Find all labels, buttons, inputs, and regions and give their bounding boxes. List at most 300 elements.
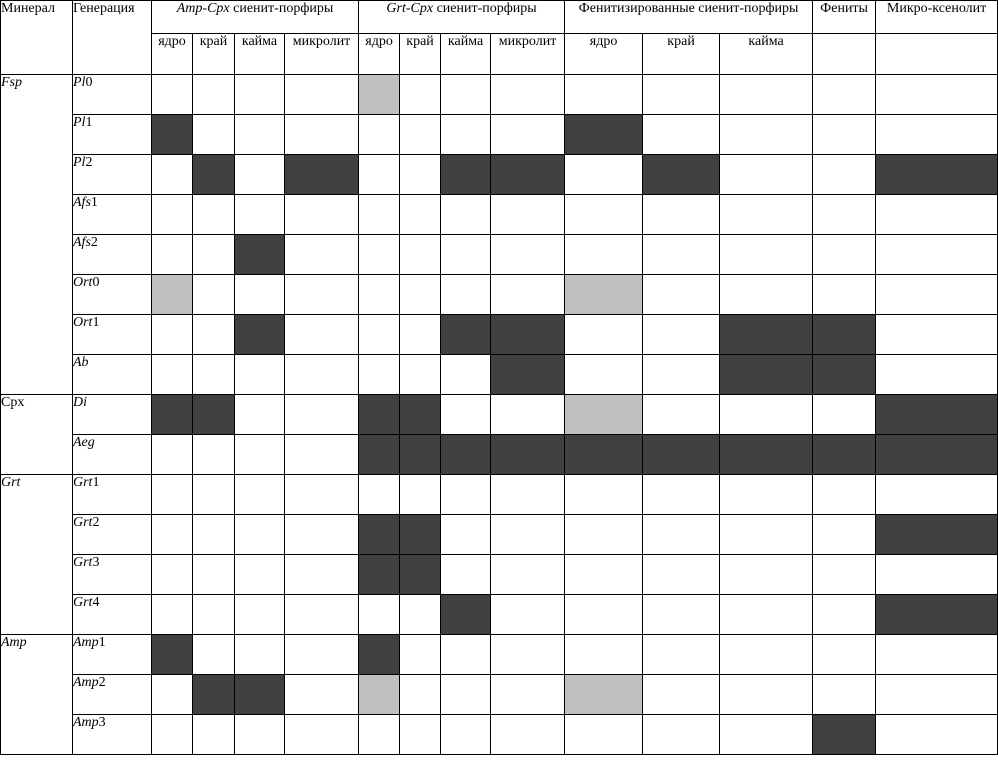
presence-cell-empty (491, 715, 565, 755)
header-group-text: Фенитизированные сиенит-порфиры (578, 1, 799, 16)
presence-cell-empty (400, 475, 441, 515)
presence-cell-empty (491, 275, 565, 315)
header-row-groups (1, 1, 998, 34)
presence-cell-empty (643, 635, 720, 675)
presence-cell-empty (491, 635, 565, 675)
presence-cell-empty (565, 235, 643, 275)
presence-cell-empty (720, 195, 813, 235)
generation-label (73, 635, 152, 675)
presence-cell-light (565, 275, 643, 315)
presence-cell-empty (720, 275, 813, 315)
mineral-name: Cpx (1, 395, 73, 475)
presence-cell-empty (359, 355, 400, 395)
table-row (1, 595, 998, 635)
table-row (1, 475, 998, 515)
table-row (1, 155, 998, 195)
presence-cell-empty (565, 595, 643, 635)
presence-cell-empty (565, 715, 643, 755)
presence-cell-dark (491, 435, 565, 475)
presence-cell-empty (400, 315, 441, 355)
presence-cell-empty (152, 715, 193, 755)
presence-cell-empty (152, 475, 193, 515)
presence-cell-dark (400, 555, 441, 595)
presence-cell-empty (193, 115, 235, 155)
presence-cell-empty (400, 675, 441, 715)
header-group-text: Фениты (820, 1, 868, 16)
table-row (1, 515, 998, 555)
presence-cell-empty (643, 475, 720, 515)
presence-cell-empty (491, 195, 565, 235)
generation-italic: Afs (73, 235, 91, 250)
presence-cell-empty (152, 195, 193, 235)
presence-cell-empty (285, 475, 359, 515)
presence-cell-dark (400, 515, 441, 555)
header-subcolumn-4: ядро (359, 34, 400, 75)
presence-cell-empty (813, 675, 876, 715)
presence-cell-empty (876, 675, 998, 715)
table-row (1, 275, 998, 315)
header-subcolumn-10: кайма (720, 34, 813, 75)
presence-cell-dark (193, 155, 235, 195)
presence-cell-empty (235, 195, 285, 235)
presence-cell-empty (193, 235, 235, 275)
presence-cell-empty (491, 675, 565, 715)
presence-cell-empty (400, 195, 441, 235)
presence-cell-dark (643, 155, 720, 195)
presence-cell-empty (491, 395, 565, 435)
generation-number: 1 (90, 195, 98, 210)
presence-cell-empty (193, 195, 235, 235)
generation-number: 0 (92, 275, 100, 290)
generation-number: 2 (85, 155, 93, 170)
presence-cell-empty (193, 555, 235, 595)
presence-cell-empty (441, 715, 491, 755)
presence-cell-empty (876, 635, 998, 675)
generation-italic: Grt (73, 595, 93, 610)
presence-cell-empty (565, 635, 643, 675)
presence-cell-empty (285, 195, 359, 235)
presence-cell-empty (565, 555, 643, 595)
presence-cell-empty (491, 555, 565, 595)
header-subcolumn-7: микролит (491, 34, 565, 75)
presence-cell-empty (441, 475, 491, 515)
presence-cell-dark (720, 315, 813, 355)
presence-cell-empty (235, 395, 285, 435)
generation-number: 2 (90, 235, 98, 250)
presence-cell-empty (285, 635, 359, 675)
presence-cell-dark (813, 715, 876, 755)
table-row (1, 395, 998, 435)
generation-label (73, 155, 152, 195)
presence-cell-empty (813, 115, 876, 155)
table-body (1, 75, 998, 755)
presence-cell-empty (193, 595, 235, 635)
presence-cell-light (565, 395, 643, 435)
presence-cell-empty (359, 595, 400, 635)
presence-cell-empty (876, 355, 998, 395)
table-row (1, 195, 998, 235)
presence-cell-empty (565, 75, 643, 115)
presence-cell-empty (400, 715, 441, 755)
generation-label (73, 595, 152, 635)
table-row (1, 555, 998, 595)
presence-cell-empty (876, 555, 998, 595)
generation-italic: Amp (73, 675, 99, 690)
presence-cell-empty (285, 315, 359, 355)
presence-cell-empty (491, 595, 565, 635)
generation-label (73, 275, 152, 315)
presence-cell-empty (876, 715, 998, 755)
presence-cell-empty (720, 475, 813, 515)
header-subcolumn-6: кайма (441, 34, 491, 75)
presence-cell-empty (643, 675, 720, 715)
generation-label (73, 235, 152, 275)
presence-cell-empty (400, 155, 441, 195)
presence-cell-light (359, 75, 400, 115)
presence-cell-empty (359, 115, 400, 155)
header-subcolumn-0: ядро (152, 34, 193, 75)
presence-cell-empty (235, 275, 285, 315)
presence-cell-empty (235, 115, 285, 155)
presence-cell-dark (565, 115, 643, 155)
presence-cell-empty (193, 75, 235, 115)
header-subcolumn-8: ядро (565, 34, 643, 75)
header-subcolumn-11 (813, 34, 876, 75)
presence-cell-empty (359, 155, 400, 195)
presence-cell-dark (235, 675, 285, 715)
presence-cell-empty (193, 475, 235, 515)
presence-cell-empty (441, 75, 491, 115)
header-group-3 (813, 1, 876, 34)
presence-cell-empty (400, 595, 441, 635)
presence-cell-empty (720, 675, 813, 715)
presence-cell-empty (193, 515, 235, 555)
presence-cell-empty (813, 155, 876, 195)
presence-cell-empty (643, 715, 720, 755)
presence-cell-dark (643, 435, 720, 475)
presence-cell-empty (491, 115, 565, 155)
generation-label (73, 715, 152, 755)
presence-cell-empty (152, 675, 193, 715)
presence-cell-dark (876, 515, 998, 555)
generation-italic: Amp (73, 635, 99, 650)
presence-cell-empty (400, 115, 441, 155)
presence-cell-dark (193, 675, 235, 715)
presence-cell-dark (359, 395, 400, 435)
presence-cell-empty (720, 595, 813, 635)
generation-italic: Grt (73, 475, 93, 490)
generation-italic: Pl (73, 75, 86, 90)
header-subcolumn-2: кайма (235, 34, 285, 75)
generation-number: 1 (92, 315, 100, 330)
presence-cell-empty (643, 355, 720, 395)
generation-label (73, 675, 152, 715)
generation-label (73, 435, 152, 475)
table-row (1, 435, 998, 475)
generation-number: 0 (85, 75, 93, 90)
presence-cell-empty (876, 275, 998, 315)
header-subcolumn-5: край (400, 34, 441, 75)
presence-cell-dark (400, 395, 441, 435)
presence-cell-dark (876, 435, 998, 475)
generation-number: 3 (92, 555, 100, 570)
presence-cell-empty (235, 555, 285, 595)
presence-cell-empty (720, 155, 813, 195)
generation-italic: Grt (73, 555, 93, 570)
presence-cell-dark (152, 635, 193, 675)
presence-cell-dark (359, 555, 400, 595)
header-group-text: сиенит-порфиры (433, 1, 537, 16)
header-group-text: сиенит-порфиры (229, 1, 334, 16)
presence-cell-empty (400, 355, 441, 395)
generation-italic: Afs (73, 195, 91, 210)
generation-label (73, 195, 152, 235)
presence-cell-empty (491, 475, 565, 515)
presence-cell-empty (193, 635, 235, 675)
presence-cell-empty (285, 675, 359, 715)
presence-cell-empty (813, 475, 876, 515)
presence-cell-empty (235, 475, 285, 515)
header-mineral: Минерал (1, 1, 73, 75)
presence-cell-dark (193, 395, 235, 435)
presence-cell-dark (152, 395, 193, 435)
presence-cell-empty (152, 435, 193, 475)
presence-cell-dark (813, 435, 876, 475)
presence-cell-dark (359, 435, 400, 475)
presence-cell-empty (876, 235, 998, 275)
table-row (1, 315, 998, 355)
presence-cell-empty (813, 235, 876, 275)
table-row (1, 235, 998, 275)
presence-cell-empty (565, 195, 643, 235)
generation-italic: Pl (73, 115, 86, 130)
generation-italic: Aeg (73, 435, 95, 450)
header-group-italic: Grt-Cpx (386, 1, 434, 16)
presence-cell-dark (876, 595, 998, 635)
presence-cell-empty (441, 515, 491, 555)
generation-italic: Ort (73, 275, 93, 290)
presence-cell-dark (441, 595, 491, 635)
generation-number: 2 (92, 515, 100, 530)
presence-cell-dark (441, 435, 491, 475)
presence-cell-empty (152, 235, 193, 275)
presence-cell-empty (813, 595, 876, 635)
presence-cell-empty (441, 115, 491, 155)
mineral-name: Amp (1, 635, 73, 755)
presence-cell-empty (643, 595, 720, 635)
presence-cell-empty (876, 195, 998, 235)
presence-cell-empty (441, 235, 491, 275)
presence-cell-light (359, 675, 400, 715)
presence-cell-empty (565, 355, 643, 395)
presence-cell-empty (813, 635, 876, 675)
presence-cell-empty (876, 315, 998, 355)
generation-italic: Ab (73, 355, 89, 370)
generation-number: 2 (98, 675, 106, 690)
presence-cell-empty (643, 315, 720, 355)
presence-cell-empty (491, 235, 565, 275)
presence-cell-empty (152, 595, 193, 635)
presence-cell-empty (720, 555, 813, 595)
generation-label (73, 475, 152, 515)
presence-cell-empty (441, 355, 491, 395)
presence-cell-empty (285, 555, 359, 595)
presence-cell-dark (359, 515, 400, 555)
generation-label (73, 515, 152, 555)
header-subcolumn-12 (876, 34, 998, 75)
presence-cell-dark (359, 635, 400, 675)
presence-cell-empty (720, 115, 813, 155)
header-group-1 (359, 1, 565, 34)
presence-cell-empty (285, 275, 359, 315)
table-row (1, 715, 998, 755)
presence-cell-empty (359, 315, 400, 355)
presence-cell-empty (235, 715, 285, 755)
presence-cell-empty (565, 315, 643, 355)
presence-cell-empty (643, 75, 720, 115)
generation-number: 4 (92, 595, 100, 610)
presence-cell-empty (720, 635, 813, 675)
header-group-italic: Amp-Cpx (176, 1, 230, 16)
header-subcolumn-9: край (643, 34, 720, 75)
header-subcolumn-3: микролит (285, 34, 359, 75)
presence-cell-dark (441, 315, 491, 355)
generation-italic: Pl (73, 155, 86, 170)
presence-cell-empty (359, 235, 400, 275)
header-group-2 (565, 1, 813, 34)
header-group-4 (876, 1, 998, 34)
presence-cell-empty (643, 275, 720, 315)
presence-cell-light (565, 675, 643, 715)
generation-label (73, 315, 152, 355)
presence-cell-empty (285, 715, 359, 755)
presence-cell-empty (813, 195, 876, 235)
presence-cell-empty (152, 75, 193, 115)
presence-cell-empty (152, 155, 193, 195)
presence-cell-dark (491, 315, 565, 355)
presence-cell-empty (643, 115, 720, 155)
presence-cell-empty (491, 75, 565, 115)
presence-cell-empty (565, 515, 643, 555)
generation-label (73, 115, 152, 155)
presence-cell-dark (813, 315, 876, 355)
presence-cell-empty (193, 435, 235, 475)
presence-cell-empty (565, 475, 643, 515)
presence-cell-empty (193, 715, 235, 755)
presence-cell-empty (285, 595, 359, 635)
presence-cell-empty (235, 435, 285, 475)
presence-cell-empty (491, 515, 565, 555)
generation-number: 3 (98, 715, 106, 730)
presence-cell-empty (643, 235, 720, 275)
presence-cell-empty (235, 355, 285, 395)
presence-cell-empty (441, 555, 491, 595)
presence-cell-empty (643, 395, 720, 435)
generation-italic: Grt (73, 515, 93, 530)
presence-cell-empty (813, 395, 876, 435)
table-header (1, 1, 998, 75)
presence-cell-empty (152, 555, 193, 595)
presence-cell-empty (400, 75, 441, 115)
generation-label (73, 355, 152, 395)
table-row (1, 75, 998, 115)
presence-cell-empty (643, 555, 720, 595)
table-row (1, 635, 998, 675)
presence-cell-empty (359, 475, 400, 515)
presence-cell-empty (400, 635, 441, 675)
presence-cell-empty (359, 275, 400, 315)
generation-label (73, 395, 152, 435)
presence-cell-empty (400, 275, 441, 315)
presence-cell-empty (285, 355, 359, 395)
table-row (1, 355, 998, 395)
presence-cell-dark (565, 435, 643, 475)
presence-cell-dark (285, 155, 359, 195)
presence-cell-dark (876, 395, 998, 435)
header-generation: Генерация (73, 1, 152, 75)
presence-cell-empty (876, 475, 998, 515)
generation-number: 1 (98, 635, 106, 650)
presence-cell-empty (235, 595, 285, 635)
presence-cell-empty (720, 715, 813, 755)
presence-cell-dark (876, 155, 998, 195)
presence-cell-empty (285, 435, 359, 475)
presence-cell-empty (813, 275, 876, 315)
generation-number: 1 (92, 475, 100, 490)
presence-cell-empty (235, 155, 285, 195)
presence-cell-dark (813, 355, 876, 395)
presence-cell-dark (720, 435, 813, 475)
presence-cell-empty (441, 275, 491, 315)
generation-number: 1 (85, 115, 93, 130)
presence-cell-dark (720, 355, 813, 395)
presence-cell-empty (876, 75, 998, 115)
table-row (1, 675, 998, 715)
header-group-text: Микро-ксенолит (886, 1, 987, 16)
presence-cell-empty (565, 155, 643, 195)
presence-cell-empty (285, 75, 359, 115)
generation-italic: Di (73, 395, 87, 410)
presence-cell-empty (720, 75, 813, 115)
presence-cell-empty (876, 115, 998, 155)
header-subcolumn-1: край (193, 34, 235, 75)
presence-cell-dark (441, 155, 491, 195)
presence-cell-empty (152, 355, 193, 395)
mineral-name: Fsp (1, 75, 73, 395)
presence-cell-empty (441, 635, 491, 675)
presence-cell-empty (193, 315, 235, 355)
presence-cell-empty (359, 715, 400, 755)
presence-cell-dark (235, 235, 285, 275)
presence-cell-empty (285, 235, 359, 275)
presence-cell-empty (285, 115, 359, 155)
presence-cell-empty (720, 515, 813, 555)
presence-cell-empty (193, 275, 235, 315)
presence-cell-empty (285, 395, 359, 435)
presence-cell-empty (813, 555, 876, 595)
presence-cell-empty (441, 395, 491, 435)
generation-italic: Ort (73, 315, 93, 330)
presence-cell-empty (441, 675, 491, 715)
presence-cell-empty (720, 235, 813, 275)
generation-label (73, 555, 152, 595)
presence-cell-empty (235, 75, 285, 115)
presence-cell-dark (491, 155, 565, 195)
presence-cell-empty (643, 195, 720, 235)
presence-cell-empty (643, 515, 720, 555)
presence-cell-empty (720, 395, 813, 435)
generation-italic: Amp (73, 715, 99, 730)
